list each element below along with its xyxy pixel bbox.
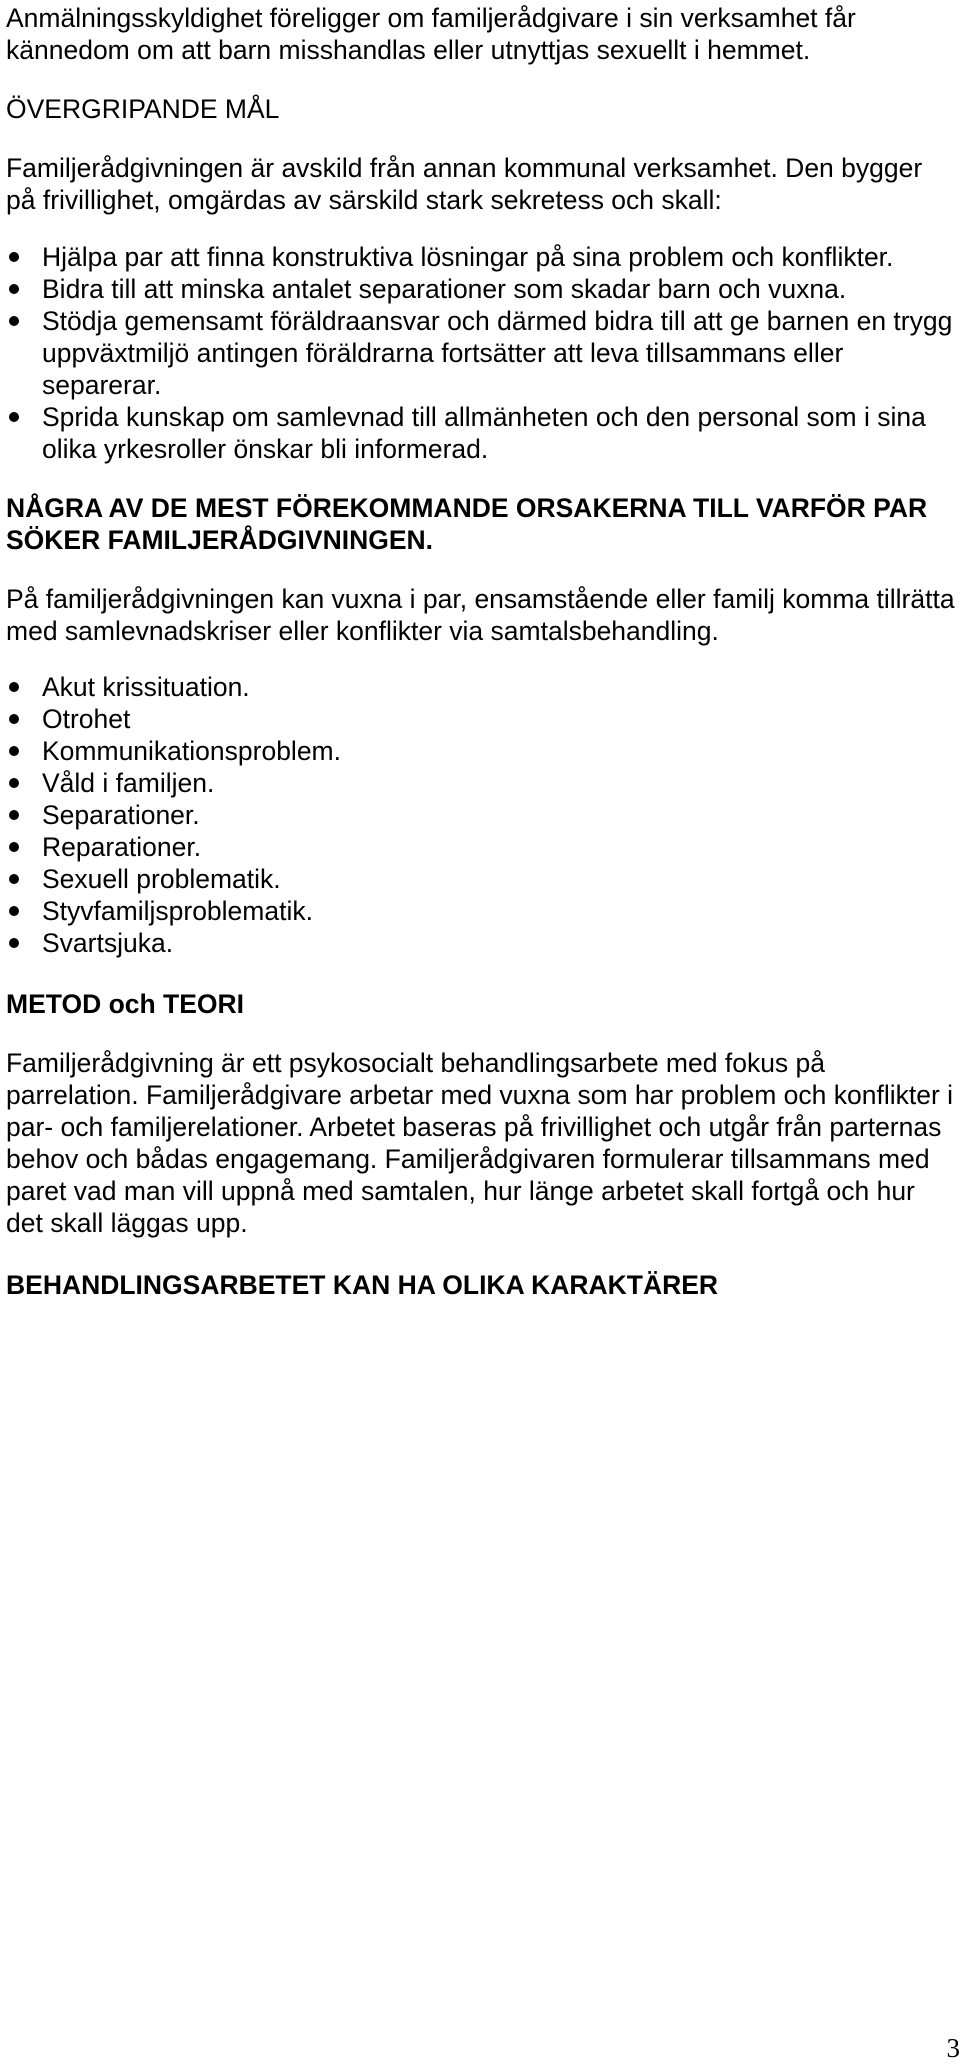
- heading-reasons: NÅGRA AV DE MEST FÖREKOMMANDE ORSAKERNA TILL VARFÖR PAR SÖKER FAMILJERÅDGIVNINGEN.: [6, 493, 928, 555]
- bullet-icon: [9, 252, 19, 262]
- bullet-icon: [9, 714, 19, 724]
- bullet-icon: [9, 938, 19, 948]
- bullet-icon: [9, 906, 19, 916]
- page-number: 3: [946, 2033, 960, 2063]
- list-item-text: Reparationer.: [42, 832, 202, 862]
- document-page: [6, 0, 956, 1301]
- bullet-icon: [9, 874, 19, 884]
- overall-goal-list: [6, 241, 956, 465]
- list-item-text: Styvfamiljsproblematik.: [42, 896, 313, 926]
- list-item: [6, 863, 956, 895]
- method-paragraph: Familjerådgivning är ett psykosocialt behandlingsarbete med fokus på parrelation. Familjerådgivare arbetar med vuxna som har problem och konflikter i par- och familjerelationer. Arbetet baseras på frivillighet och utgår från parternas behov och bådas engagemang. Familjerådgivaren formulerar tillsammans med paret vad man vill uppnå med samtalen, hur länge arbetet skall fortgå och hur det skall läggas upp.: [6, 1048, 954, 1238]
- bullet-icon: [9, 842, 19, 852]
- list-item-text: Sprida kunskap om samlevnad till allmänheten och den personal som i sina olika yrkesroller önskar bli informerad.: [42, 402, 926, 464]
- list-item: [6, 735, 956, 767]
- list-item-text: Svartsjuka.: [42, 928, 174, 958]
- list-item-text: Stödja gemensamt föräldraansvar och därmed bidra till att ge barnen en trygg uppväxtmiljö antingen föräldrarna fortsätter att leva tillsammans eller separerar.: [42, 306, 953, 400]
- list-item: [6, 831, 956, 863]
- list-item: [6, 273, 956, 305]
- list-item: [6, 767, 956, 799]
- list-item: [6, 703, 956, 735]
- list-item: [6, 799, 956, 831]
- bullet-icon: [9, 778, 19, 788]
- list-item: [6, 927, 956, 959]
- list-item-text: Sexuell problematik.: [42, 864, 281, 894]
- bullet-icon: [9, 746, 19, 756]
- heading-method: METOD och TEORI: [6, 989, 245, 1019]
- list-item: [6, 895, 956, 927]
- list-item: [6, 671, 956, 703]
- heading-treatment: BEHANDLINGSARBETET KAN HA OLIKA KARAKTÄRER: [6, 1270, 719, 1300]
- reasons-list: [6, 671, 956, 959]
- list-item-text: Kommunikationsproblem.: [42, 736, 341, 766]
- bullet-icon: [9, 284, 19, 294]
- list-item: [6, 241, 956, 273]
- list-item-text: Akut krissituation.: [42, 672, 250, 702]
- intro-paragraph: Anmälningsskyldighet föreligger om familjerådgivare i sin verksamhet får kännedom om att barn misshandlas eller utnyttjas sexuellt i hemmet.: [6, 3, 856, 65]
- list-item-text: Våld i familjen.: [42, 768, 215, 798]
- bullet-icon: [9, 682, 19, 692]
- bullet-icon: [9, 810, 19, 820]
- list-item-text: Bidra till att minska antalet separationer som skadar barn och vuxna.: [42, 274, 847, 304]
- reasons-paragraph: På familjerådgivningen kan vuxna i par, ensamstående eller familj komma tillrätta med samlevnadskriser eller konflikter via samtalsbehandling.: [6, 584, 955, 646]
- list-item-text: Otrohet: [42, 704, 131, 734]
- bullet-icon: [9, 316, 19, 326]
- list-item-text: Hjälpa par att finna konstruktiva lösningar på sina problem och konflikter.: [42, 242, 894, 272]
- list-item-text: Separationer.: [42, 800, 200, 830]
- list-item: [6, 305, 956, 401]
- heading-overall-goal: ÖVERGRIPANDE MÅL: [6, 94, 280, 124]
- overall-goal-paragraph: Familjerådgivningen är avskild från annan kommunal verksamhet. Den bygger på frivillighet, omgärdas av särskild stark sekretess och skall:: [6, 153, 923, 215]
- list-item: [6, 401, 956, 465]
- bullet-icon: [9, 412, 19, 422]
